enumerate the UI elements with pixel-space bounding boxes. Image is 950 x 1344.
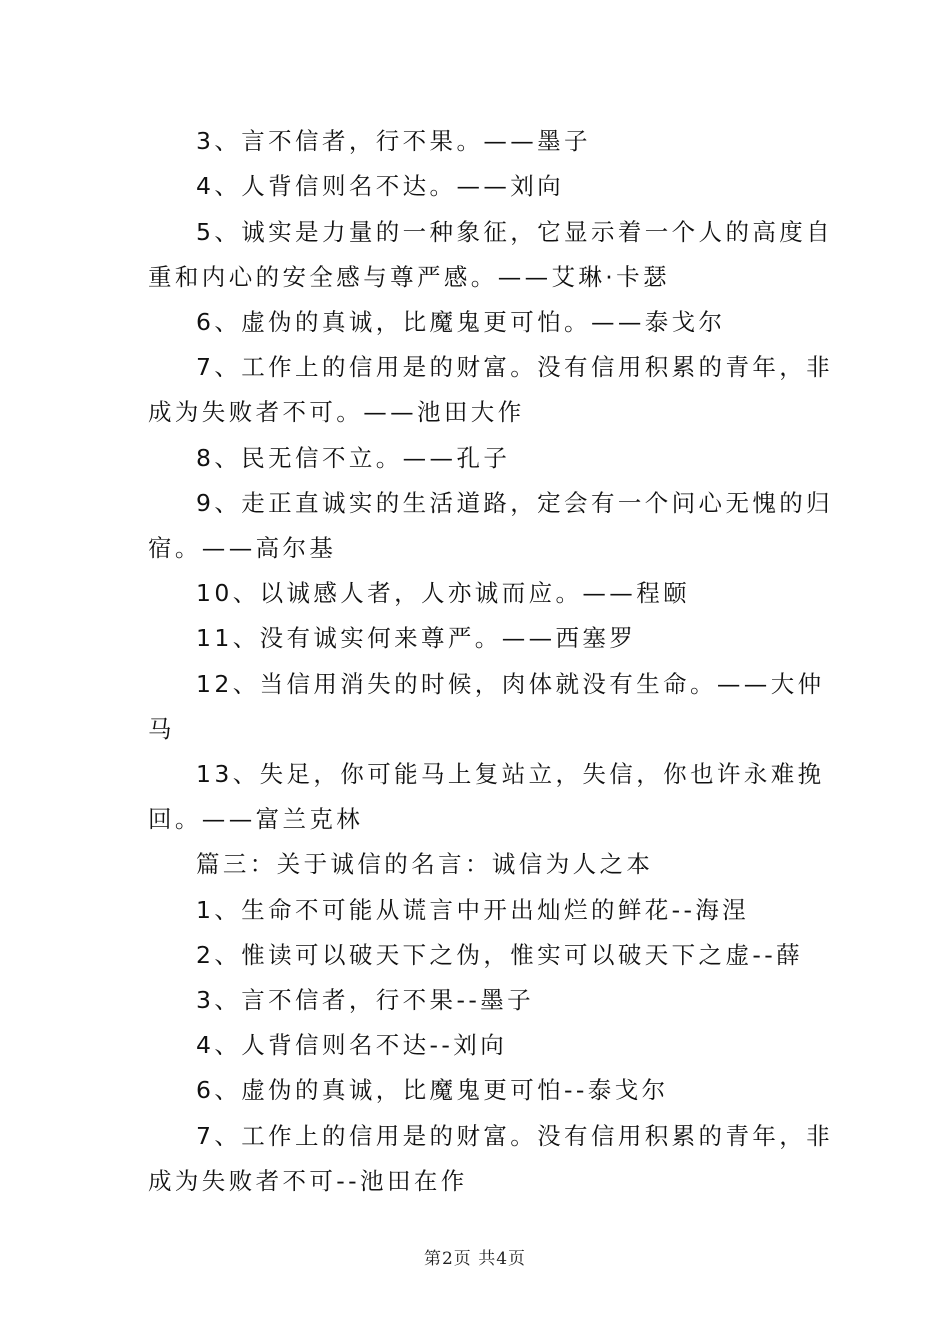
text-line: 马 [148,715,175,743]
text-line: 7、工作上的信用是的财富。没有信用积累的青年，非 [196,353,834,381]
text-line: 11、没有诚实何来尊严。——西塞罗 [196,624,637,652]
text-line: 3、言不信者，行不果。——墨子 [196,127,591,155]
text-line: 7、工作上的信用是的财富。没有信用积累的青年，非 [196,1122,834,1150]
text-line: 12、当信用消失的时候，肉体就没有生命。——大仲 [196,670,825,698]
text-line: 10、以诚感人者，人亦诚而应。——程颐 [196,579,691,607]
text-line: 1、生命不可能从谎言中开出灿烂的鲜花--海涅 [196,896,750,924]
text-line: 4、人背信则名不达。——刘向 [196,172,565,200]
page-number: 第2页 共4页 [423,1249,527,1269]
text-line: 3、言不信者，行不果--墨子 [196,986,535,1014]
text-line: 13、失足，你可能马上复站立，失信，你也许永难挽 [196,760,825,788]
text-line: 2、惟读可以破天下之伪，惟实可以破天下之虚--薛 [196,941,804,969]
text-line: 重和内心的安全感与尊严感。——艾琳·卡瑟 [148,263,670,291]
text-line: 6、虚伪的真诚，比魔鬼更可怕。——泰戈尔 [196,308,726,336]
text-line: 4、人背信则名不达--刘向 [196,1031,508,1059]
text-line: 6、虚伪的真诚，比魔鬼更可怕--泰戈尔 [196,1076,669,1104]
text-line: 9、走正直诚实的生活道路，定会有一个问心无愧的归 [196,489,834,517]
text-line: 回。——富兰克林 [148,805,364,833]
text-line: 5、诚实是力量的一种象征，它显示着一个人的高度自 [196,218,834,246]
text-line: 成为失败者不可。——池田大作 [148,398,525,426]
text-line: 宿。——高尔基 [148,534,337,562]
section-heading: 篇三：关于诚信的名言：诚信为人之本 [196,850,654,878]
text-line: 成为失败者不可--池田在作 [148,1167,468,1195]
text-line: 8、民无信不立。——孔子 [196,444,511,472]
